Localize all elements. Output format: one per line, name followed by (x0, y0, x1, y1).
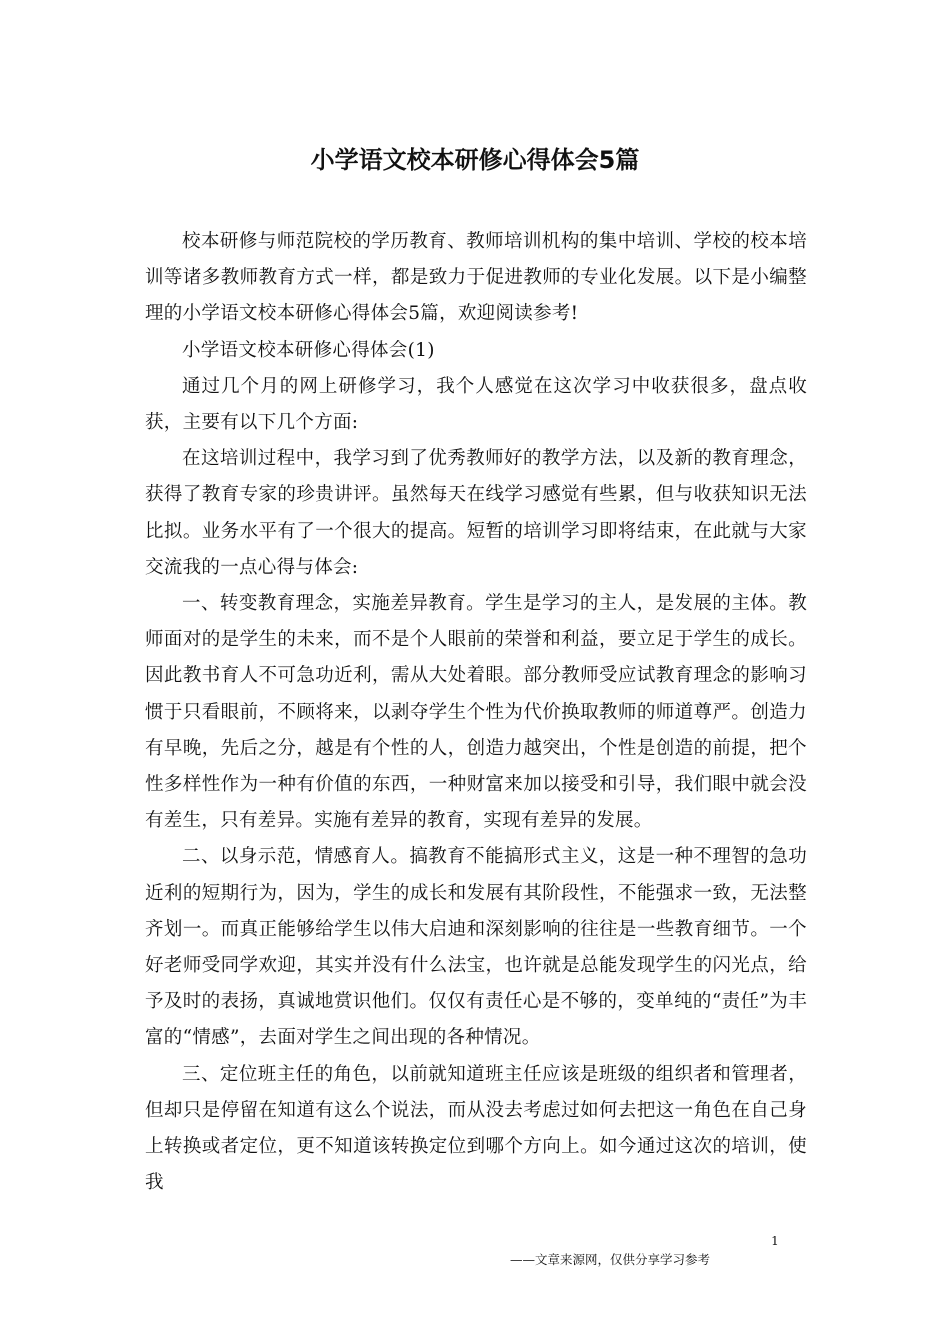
footer-note: ——文章来源网，仅供分享学习参考 (509, 1252, 710, 1267)
document-body (145, 224, 807, 1201)
paragraph-point-one: 一、转变教育理念，实施差异教育。学生是学习的主人，是发展的主体。教师面对的是学生的未来，而不是个人眼前的荣誉和利益，要立足于学生的成长。因此教书育人不可急功近利，需从大处着眼。部分教师受应试教育理念的影响习惯于只看眼前，不顾将来，以剥夺学生个性为代价换取教师的师道尊严。创造力有早晚，先后之分，越是有个性的人，创造力越突出，个性是创造的前提，把个性多样性作为一种有价值的东西，一种财富来加以接受和引导，我们眼中就会没有差生，只有差异。实施有差异的教育，实现有差异的发展。 (145, 593, 807, 832)
paragraph-section-heading: 小学语文校本研修心得体会(1) (182, 339, 435, 361)
paragraph-point-three: 三、定位班主任的角色，以前就知道班主任应该是班级的组织者和管理者，但却只是停留在知道有这么个说法，而从没去考虑过如何去把这一角色在自己身上转换或者定位，更不知道该转换定位到哪个方向上。如今通过这次的培训，使我 (145, 1063, 807, 1194)
paragraph-point-two: 二、以身示范，情感育人。搞教育不能搞形式主义，这是一种不理智的急功近利的短期行为，因为，学生的成长和发展有其阶段性，不能强求一致，无法整齐划一。而真正能够给学生以伟大启迪和深刻影响的往往是一些教育细节。一个好老师受同学欢迎，其实并没有什么法宝，也许就是总能发现学生的闪光点，给予及时的表扬，真诚地赏识他们。仅仅有责任心是不够的，变单纯的“责任”为丰富的“情感”，去面对学生之间出现的各种情况。 (145, 846, 807, 1049)
paragraph-overview: 通过几个月的网上研修学习，我个人感觉在这次学习中收获很多，盘点收获，主要有以下几个方面: (145, 375, 807, 434)
document-title: 小学语文校本研修心得体会5篇 (310, 146, 640, 174)
paragraph-training-process: 在这培训过程中，我学习到了优秀教师好的教学方法，以及新的教育理念，获得了教育专家的珍贵讲评。虽然每天在线学习感觉有些累，但与收获知识无法比拟。业务水平有了一个很大的提高。短暂的培训学习即将结束，在此就与大家交流我的一点心得与体会: (145, 448, 807, 578)
page-number: 1 (771, 1234, 779, 1248)
paragraph-intro: 校本研修与师范院校的学历教育、教师培训机构的集中培训、学校的校本培训等诸多教师教育方式一样，都是致力于促进教师的专业化发展。以下是小编整理的小学语文校本研修心得体会5篇，欢迎阅读参考! (145, 231, 807, 325)
